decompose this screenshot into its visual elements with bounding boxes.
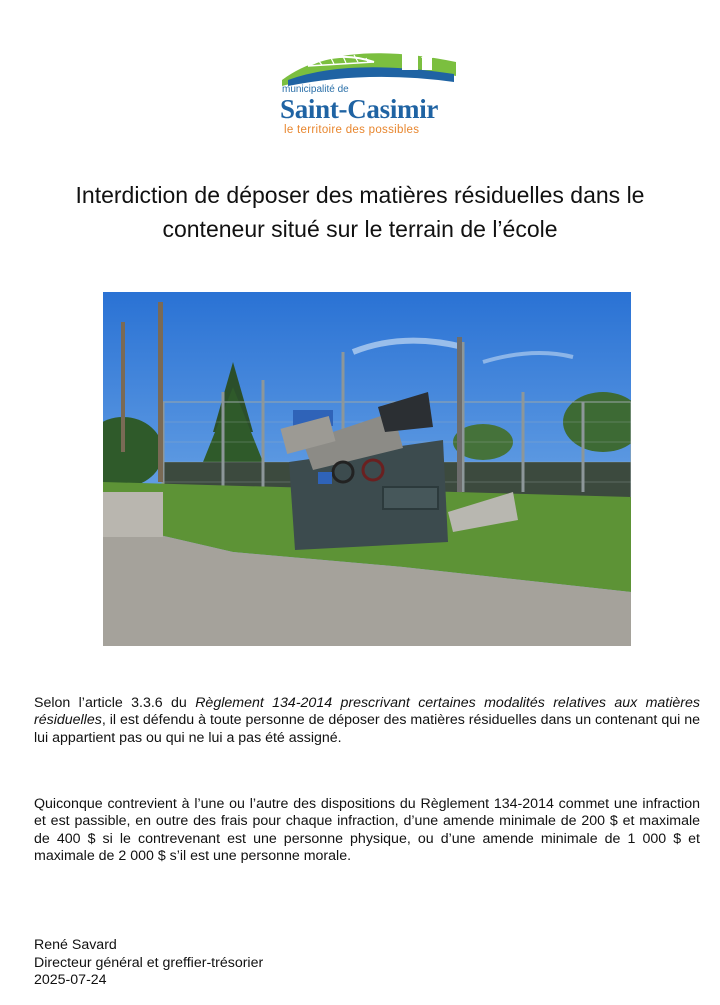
logo-name: Saint-Casimir bbox=[280, 94, 439, 124]
signature-date: 2025-07-24 bbox=[34, 972, 107, 988]
logo-prefix: municipalité de bbox=[282, 84, 349, 95]
paragraph-1-after: , il est défendu à toute personne de déposer des matières résiduelles dans un contenant qui ne lui appartient pas ou qui ne lui a pas été assigné. bbox=[34, 712, 700, 746]
title-line-1: Interdiction de déposer des matières résiduelles dans le bbox=[75, 182, 645, 208]
title-line-2: conteneur situé sur le terrain de l’école bbox=[162, 216, 558, 242]
logo-emblem-icon bbox=[278, 36, 460, 88]
municipality-logo bbox=[278, 36, 460, 140]
signature-block bbox=[34, 937, 263, 990]
signatory-role: Directeur général et greffier-trésorier bbox=[34, 954, 264, 971]
paragraph-regulation bbox=[34, 695, 700, 747]
logo-tagline: le territoire des possibles bbox=[284, 124, 420, 136]
regulation-title: Règlement 134-2014 prescrivant certaines modalités relatives aux matières résiduelles bbox=[34, 695, 700, 729]
dumpster-photo bbox=[103, 292, 631, 646]
paragraph-1-before: Selon l’article 3.3.6 du bbox=[34, 695, 196, 711]
signatory-name: René Savard bbox=[34, 937, 117, 953]
page-title bbox=[30, 178, 690, 246]
paragraph-penalties: Quiconque contrevient à l’une ou l’autre des dispositions du Règlement 134-2014 commet une infraction et est passible, en outre des frais pour chaque infraction, d’une amende minimale de 200 $ et maximale de 400 $ si le contrevenant est une personne physique, ou d’une amende minimale de 1 000 $ et maximale de 2 000 $ s’il est une personne morale. bbox=[34, 796, 700, 864]
